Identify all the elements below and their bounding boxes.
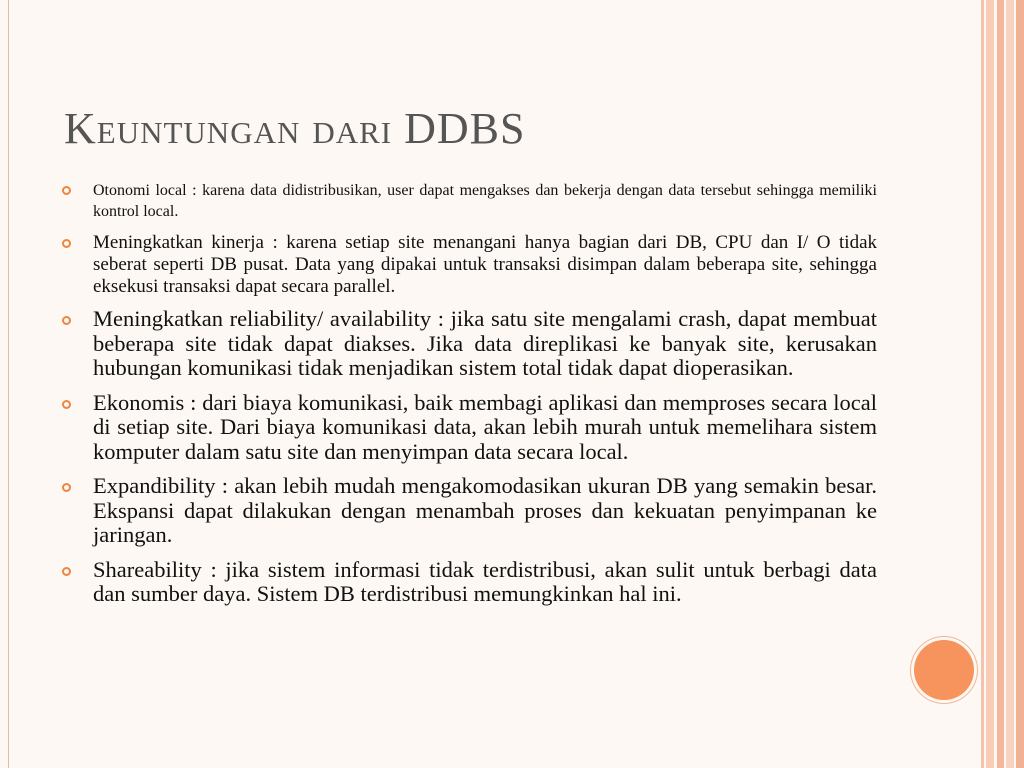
bullet-ring-icon	[62, 316, 71, 325]
bullet-text: Ekonomis : dari biaya komunikasi, baik membagi aplikasi dan memproses secara local di setiap site. Dari biaya komunikasi data, akan lebih murah untuk memelihara sistem komputer dalam satu site dan menyimpan data secara local.	[93, 389, 877, 464]
bullet-ring-icon	[62, 400, 71, 409]
stripe	[986, 0, 994, 768]
bullet-text: Meningkatkan kinerja : karena setiap site menangani hanya bagian dari DB, CPU dan I/ O tidak seberat seperti DB pusat. Data yang dipakai untuk transaksi disimpan dalam beberapa site, sehingga eksekusi transaksi dapat secara parallel.	[93, 232, 877, 297]
bullet-shareability	[62, 558, 877, 607]
bullet-kinerja	[62, 232, 877, 298]
bullet-ring-icon	[62, 186, 71, 195]
orange-circle-decoration	[914, 640, 974, 700]
bullet-expandibility	[62, 474, 877, 548]
left-border-line	[8, 0, 9, 768]
stripe	[981, 0, 984, 768]
bullet-text: Shareability : jika sistem informasi tidak terdistribusi, akan sulit untuk berbagi data dan sumber daya. Sistem DB terdistribusi memungkinkan hal ini.	[93, 556, 877, 606]
right-decorative-stripes	[978, 0, 1024, 768]
bullet-ring-icon	[62, 567, 71, 576]
stripe	[1006, 0, 1014, 768]
bullet-text: Otonomi local : karena data didistribusikan, user dapat mengakses dan bekerja dengan data tersebut sehingga memiliki kontrol local.	[93, 182, 877, 220]
bullet-ring-icon	[62, 239, 71, 248]
bullet-text: Meningkatkan reliability/ availability : jika satu site mengalami crash, dapat membuat beberapa site tidak dapat diakses. Jika data direplikasi ke banyak site, kerusakan hubungan komunikasi tidak menjadikan sistem total tidak dapat dioperasikan.	[93, 306, 877, 380]
bullet-ring-icon	[62, 483, 71, 492]
stripe	[997, 0, 1004, 768]
stripe	[1016, 0, 1024, 768]
bullet-list	[62, 180, 877, 617]
bullet-reliability	[62, 307, 877, 381]
bullet-otonomi-local	[62, 180, 877, 222]
bullet-text: Expandibility : akan lebih mudah mengakomodasikan ukuran DB yang semakin besar. Ekspansi dapat dilakukan dengan menambah proses dan kekuatan penyimpanan ke jaringan.	[93, 473, 877, 547]
bullet-ekonomis	[62, 391, 877, 465]
slide-title: Keuntungan dari DDBS	[64, 104, 526, 153]
